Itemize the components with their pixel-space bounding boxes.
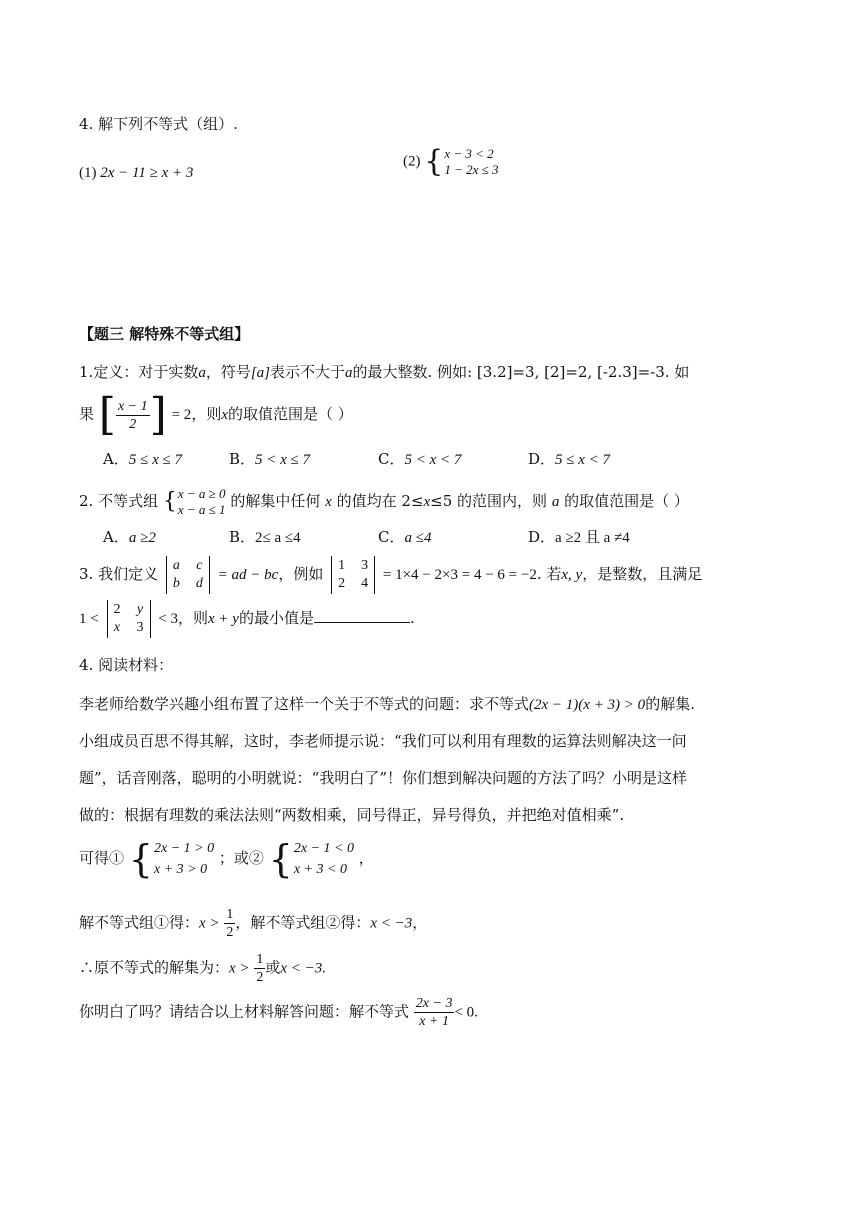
q2-line <box>79 486 689 518</box>
det-entry: 1 <box>338 558 346 573</box>
brace-icon: { <box>162 489 177 514</box>
q4-text: 你明白了吗？请结合以上材料解答问题：解不等式 <box>79 1002 410 1021</box>
q4-text: ；或② <box>218 849 264 867</box>
part2-label: (2) <box>403 153 421 170</box>
q2-text: 的取值范围是（ ） <box>564 492 689 510</box>
det-entry: b <box>172 576 180 591</box>
det-entry: a <box>172 558 180 573</box>
q1-text: 表示不大于 <box>270 363 346 381</box>
section-heading: 【题三 解特殊不等式组】 <box>79 325 250 343</box>
q3-text: . <box>409 609 415 627</box>
q1-text: ，符号 <box>205 363 251 381</box>
upper-bound: < 3 <box>158 611 178 627</box>
q1-choice-d[interactable] <box>528 448 610 471</box>
sol-expr: x < −3. <box>280 960 326 977</box>
q2-text: 2. 不等式组 <box>79 492 159 510</box>
q4-text: 解不等式组①得： <box>79 913 200 932</box>
determinant-condition <box>107 600 151 638</box>
system-row: x + 3 > 0 <box>153 862 208 877</box>
choice-label: C． <box>378 450 405 468</box>
q3-text: 的最小值是 <box>238 609 314 627</box>
det-entry: 3 <box>136 620 144 635</box>
sol-expr: x > <box>229 960 250 977</box>
det-entry: d <box>195 576 203 591</box>
det-example-value: = 1×4 − 2×3 = 4 − 6 = −2 <box>382 567 537 583</box>
choice-expr: a ≥2 <box>128 530 156 546</box>
q3-text: ，则 <box>178 609 209 627</box>
fraction-numerator: 1 <box>226 907 234 922</box>
choice-label: B． <box>229 528 256 546</box>
q4-cases <box>79 838 374 880</box>
q3-line1 <box>79 556 702 594</box>
q4-text: 的解集. <box>645 695 695 713</box>
q2-choice-d[interactable] <box>528 526 630 549</box>
left-bracket-icon: [ <box>98 389 116 440</box>
var-x: x <box>221 407 228 423</box>
q1-text: ，则 <box>191 405 222 423</box>
q3-text: 3. 我们定义 <box>79 565 159 583</box>
det-entry: c <box>196 558 203 573</box>
q1-text: 的最大整数. 例如: [3.2]=3, [2]=2, [-2.3]=-3. 如 <box>352 363 690 381</box>
q4-text: ，解不等式组②得： <box>235 913 371 932</box>
part1-expression: 2x − 11 ≥ x + 3 <box>100 165 194 181</box>
system-row: 2x − 1 > 0 <box>153 841 215 856</box>
fraction-numerator: x − 1 <box>117 398 148 414</box>
half-fraction <box>224 906 235 941</box>
q4-para2: 小组成员百思不得其解，这时，李老师提示说：“我们可以利用有理数的运算法则解决这一问 <box>79 732 687 750</box>
fraction-numerator: 2x − 3 <box>415 996 453 1011</box>
fraction-numerator: 1 <box>256 952 264 967</box>
sol-expr: x > <box>199 915 220 932</box>
q4-text: < 0. <box>454 1004 478 1021</box>
var-x: x <box>423 494 431 510</box>
case2-system <box>269 838 354 880</box>
answer-blank[interactable] <box>314 606 410 623</box>
choice-expr: 5 < x ≤ 7 <box>255 452 311 468</box>
q2-choice-a[interactable] <box>103 526 156 549</box>
choice-label: D． <box>528 450 556 468</box>
q1-text: 的取值范围是（ ） <box>228 405 353 423</box>
brace-icon: { <box>128 837 153 881</box>
var-a: a <box>551 494 560 510</box>
q4-text: ， <box>358 849 374 867</box>
q1-choice-c[interactable] <box>378 448 461 471</box>
system-row: 2x − 1 < 0 <box>293 841 354 856</box>
det-entry: y <box>136 602 144 617</box>
vars-xy: x, y <box>561 567 583 583</box>
var-a: a <box>345 365 353 381</box>
brace-icon: { <box>424 144 444 179</box>
sol-expr: x < −3 <box>370 915 413 932</box>
q4-therefore <box>79 951 326 986</box>
q4-text: 或 <box>265 958 281 977</box>
det-entry: 3 <box>361 558 369 573</box>
determinant-definition <box>166 556 210 594</box>
case1-system <box>129 838 214 880</box>
choice-expr: a ≥2 且 a ≠4 <box>555 530 630 546</box>
brace-icon: { <box>268 837 293 881</box>
q4-para1 <box>79 693 695 716</box>
system-row: 1 − 2x ≤ 3 <box>444 162 499 177</box>
var-x: x <box>325 494 332 510</box>
q2-text: 的解集中任何 <box>230 492 321 510</box>
choice-label: C． <box>378 528 405 546</box>
q4-solutions <box>79 906 427 941</box>
det-entry: 2 <box>113 602 121 617</box>
q4-text: 李老师给数学兴趣小组布置了这样一个关于不等式的问题：求不等式 <box>79 695 530 713</box>
q3-text: ，例如 <box>278 565 324 583</box>
choice-label: B． <box>229 450 256 468</box>
q3-text: . 若 <box>536 565 562 583</box>
fraction-denominator: x + 1 <box>419 1014 449 1029</box>
det-rule: = ad − bc <box>217 567 279 583</box>
q4-title: 4. 阅读材料： <box>79 656 174 674</box>
q4-para4: 做的：根据有理数的乘法法则“两数相乘，同号得正，异号得负，并把绝对值相乘”. <box>79 806 625 824</box>
det-entry: x <box>113 620 121 635</box>
choice-expr: 5 ≤ x ≤ 7 <box>128 452 182 468</box>
q4-top-title: 4. 解下列不等式（组）. <box>79 115 238 133</box>
q2-choice-b[interactable] <box>229 526 301 549</box>
question-fraction <box>414 995 455 1030</box>
system-row: x − 3 < 2 <box>444 146 494 161</box>
choice-expr: 5 < x < 7 <box>404 452 462 468</box>
part1-label: (1) <box>79 165 97 181</box>
system-row: x − a ≤ 1 <box>177 502 226 517</box>
part2-system <box>424 146 498 178</box>
choice-expr: 5 ≤ x < 7 <box>555 452 611 468</box>
q1-line1 <box>79 361 689 384</box>
choice-label: A． <box>103 450 129 468</box>
floor-a: [a] <box>250 365 271 381</box>
q4-text: ∴原不等式的解集为： <box>79 958 230 977</box>
q1-text: 定义：对于实数 <box>93 363 199 381</box>
q2-system <box>163 486 226 518</box>
equals-two: = 2 <box>171 407 192 423</box>
system-row: x + 3 < 0 <box>293 862 347 877</box>
q1-choice-b[interactable] <box>229 448 310 471</box>
product-inequality: (2x − 1)(x + 3) > 0 <box>529 697 646 713</box>
q4-text: 可得① <box>79 849 125 867</box>
fraction-denominator: 2 <box>129 416 137 432</box>
q4-text: ， <box>412 913 428 932</box>
q4-top-part1 <box>79 162 193 184</box>
choice-label: D． <box>528 528 556 546</box>
floor-fraction <box>98 389 167 440</box>
q1-line2 <box>79 389 353 440</box>
det-entry: 4 <box>361 576 369 591</box>
q4-para3: 题”，话音刚落，聪明的小明就说：“我明白了”！你们想到解决问题的方法了吗？小明是这样 <box>79 769 688 787</box>
q4-top-part2 <box>403 146 499 178</box>
q1-text: 果 <box>79 405 95 423</box>
q4-question <box>79 995 478 1030</box>
determinant-example <box>331 556 375 594</box>
q2-text: 的值均在 2≤ <box>336 492 424 510</box>
q2-text: ≤5 的范围内，则 <box>430 492 548 510</box>
q2-choice-c[interactable] <box>378 526 431 549</box>
det-entry: 2 <box>338 576 346 591</box>
choice-expr: a ≤4 <box>404 530 432 546</box>
right-bracket-icon: ] <box>149 389 167 440</box>
half-fraction <box>254 951 265 986</box>
lower-bound: 1 < <box>79 611 99 627</box>
choice-expr: 2≤ a ≤4 <box>255 530 301 546</box>
fraction-denominator: 2 <box>256 970 264 985</box>
q1-choice-a[interactable] <box>103 448 182 471</box>
system-row: x − a ≥ 0 <box>177 486 226 501</box>
sum-expr: x + y <box>208 611 239 627</box>
var-a: a <box>198 365 206 381</box>
choice-label: A． <box>103 528 129 546</box>
q1-number: 1. <box>79 363 94 381</box>
q3-line2 <box>79 600 415 638</box>
fraction-denominator: 2 <box>226 925 234 940</box>
q3-text: ，是整数，且满足 <box>582 565 703 583</box>
